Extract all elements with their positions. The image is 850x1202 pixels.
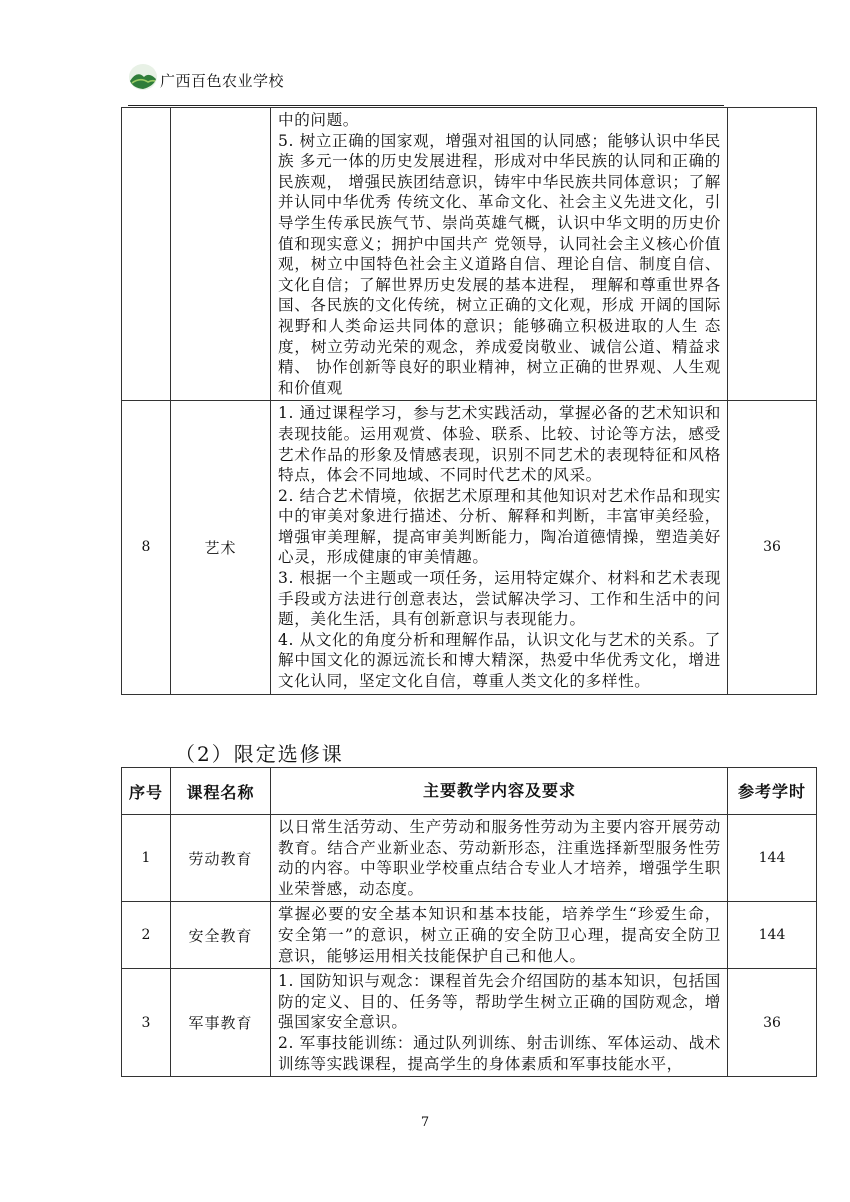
header-course-name: 课程名称	[171, 768, 271, 815]
course-number: 2	[122, 902, 171, 969]
course-name	[171, 108, 271, 401]
course-number: 1	[122, 815, 171, 902]
content-paragraph: 1. 通过课程学习，参与艺术实践活动，掌握必备的艺术知识和表现技能。运用观赏、体验、联系、比较、讨论等方法，感受艺术作品的形象及情感表现，识别不同艺术的表现特征和风格特点，体会不同地域、不同时代艺术的风采。	[278, 404, 721, 485]
course-hours: 144	[728, 815, 817, 902]
course-hours: 36	[728, 401, 817, 694]
school-logo-icon	[128, 62, 158, 92]
course-hours: 36	[728, 969, 817, 1077]
course-table-continued	[121, 107, 817, 695]
table-row	[122, 108, 817, 401]
course-content	[271, 401, 728, 694]
course-content	[271, 969, 728, 1077]
content-paragraph: 2. 结合艺术情境，依据艺术原理和其他知识对艺术作品和现实中的审美对象进行描述、分析、解释和判断，丰富审美经验，增强审美理解，提高审美判断能力，陶冶道德情操，塑造美好心灵，形成健康的审美情趣。	[278, 486, 721, 567]
course-name: 劳动教育	[171, 815, 271, 902]
table-header-row	[122, 768, 817, 815]
course-content	[271, 902, 728, 969]
header-hours: 参考学时	[728, 768, 817, 815]
content-paragraph: 掌握必要的安全基本知识和基本技能，培养学生“珍爱生命，安全第一”的意识，树立正确的安全防卫心理，提高安全防卫意识，能够运用相关技能保护自己和他人。	[278, 905, 721, 965]
course-content	[271, 108, 728, 401]
elective-course-table	[121, 767, 817, 1077]
content-paragraph: 3. 根据一个主题或一项任务，运用特定媒介、材料和艺术表现手段或方法进行创意表达，尝试解决学习、工作和生活中的问题，美化生活，具有创新意识与表现能力。	[278, 569, 721, 629]
header-number: 序号	[122, 768, 171, 815]
course-number: 8	[122, 401, 171, 694]
table-row	[122, 815, 817, 902]
course-hours	[728, 108, 817, 401]
course-name: 军事教育	[171, 969, 271, 1077]
section-title: （2）限定选修课	[175, 742, 344, 766]
table-row	[122, 902, 817, 969]
course-content	[271, 815, 728, 902]
table-row	[122, 401, 817, 694]
content-paragraph: 以日常生活劳动、生产劳动和服务性劳动为主要内容开展劳动教育。结合产业新业态、劳动新形态，注重选择新型服务性劳动的内容。中等职业学校重点结合专业人才培养，增强学生职业荣誉感，动态度。	[278, 818, 721, 898]
header-content: 主要教学内容及要求	[271, 768, 728, 815]
school-name: 广西百色农业学校	[160, 72, 285, 90]
course-name: 安全教育	[171, 902, 271, 969]
content-paragraph: 2. 军事技能训练：通过队列训练、射击训练、军体运动、战术训练等实践课程，提高学生的身体素质和军事技能水平，	[278, 1033, 721, 1073]
course-number	[122, 108, 171, 401]
content-paragraph: 4. 从文化的角度分析和理解作品，认识文化与艺术的关系。了解中国文化的源远流长和博大精深，热爱中华优秀文化，增进文化认同，坚定文化自信，尊重人类文化的多样性。	[278, 630, 721, 691]
page-number: 7	[420, 1115, 430, 1130]
table-row	[122, 969, 817, 1077]
content-paragraph: 中的问题。	[278, 111, 359, 129]
course-name: 艺术	[171, 401, 271, 694]
header-rule	[128, 105, 724, 106]
course-hours: 144	[728, 902, 817, 969]
course-number: 3	[122, 969, 171, 1077]
content-paragraph: 1. 国防知识与观念：课程首先会介绍国防的基本知识，包括国防的定义、目的、任务等，帮助学生树立正确的国防观念，增强国家安全意识。	[278, 972, 721, 1032]
content-paragraph: 5. 树立正确的国家观，增强对祖国的认同感；能够认识中华民族 多元一体的历史发展进程，形成对中华民族的认同和正确的民族观， 增强民族团结意识，铸牢中华民族共同体意识；了解并认同中华优秀 传统文化、革命文化、社会主义先进文化，引导学生传承民族气节、崇尚英雄气概，认识中华文明的历史价值和现实意义；拥护中国共产 党领导，认同社会主义核心价值观，树立中国特色社会主义道路自信、理论自信、制度自信、文化自信；了解世界历史发展的基本进程， 理解和尊重世界各国、各民族的文化传统，树立正确的文化观，形成 开阔的国际视野和人类命运共同体的意识；能够确立积极进取的人生 态度，树立劳动光荣的观念，养成爱岗敬业、诚信公道、精益求精、 协作创新等良好的职业精神，树立正确的世界观、人生观和价值观	[278, 131, 721, 397]
page-header	[128, 60, 724, 108]
